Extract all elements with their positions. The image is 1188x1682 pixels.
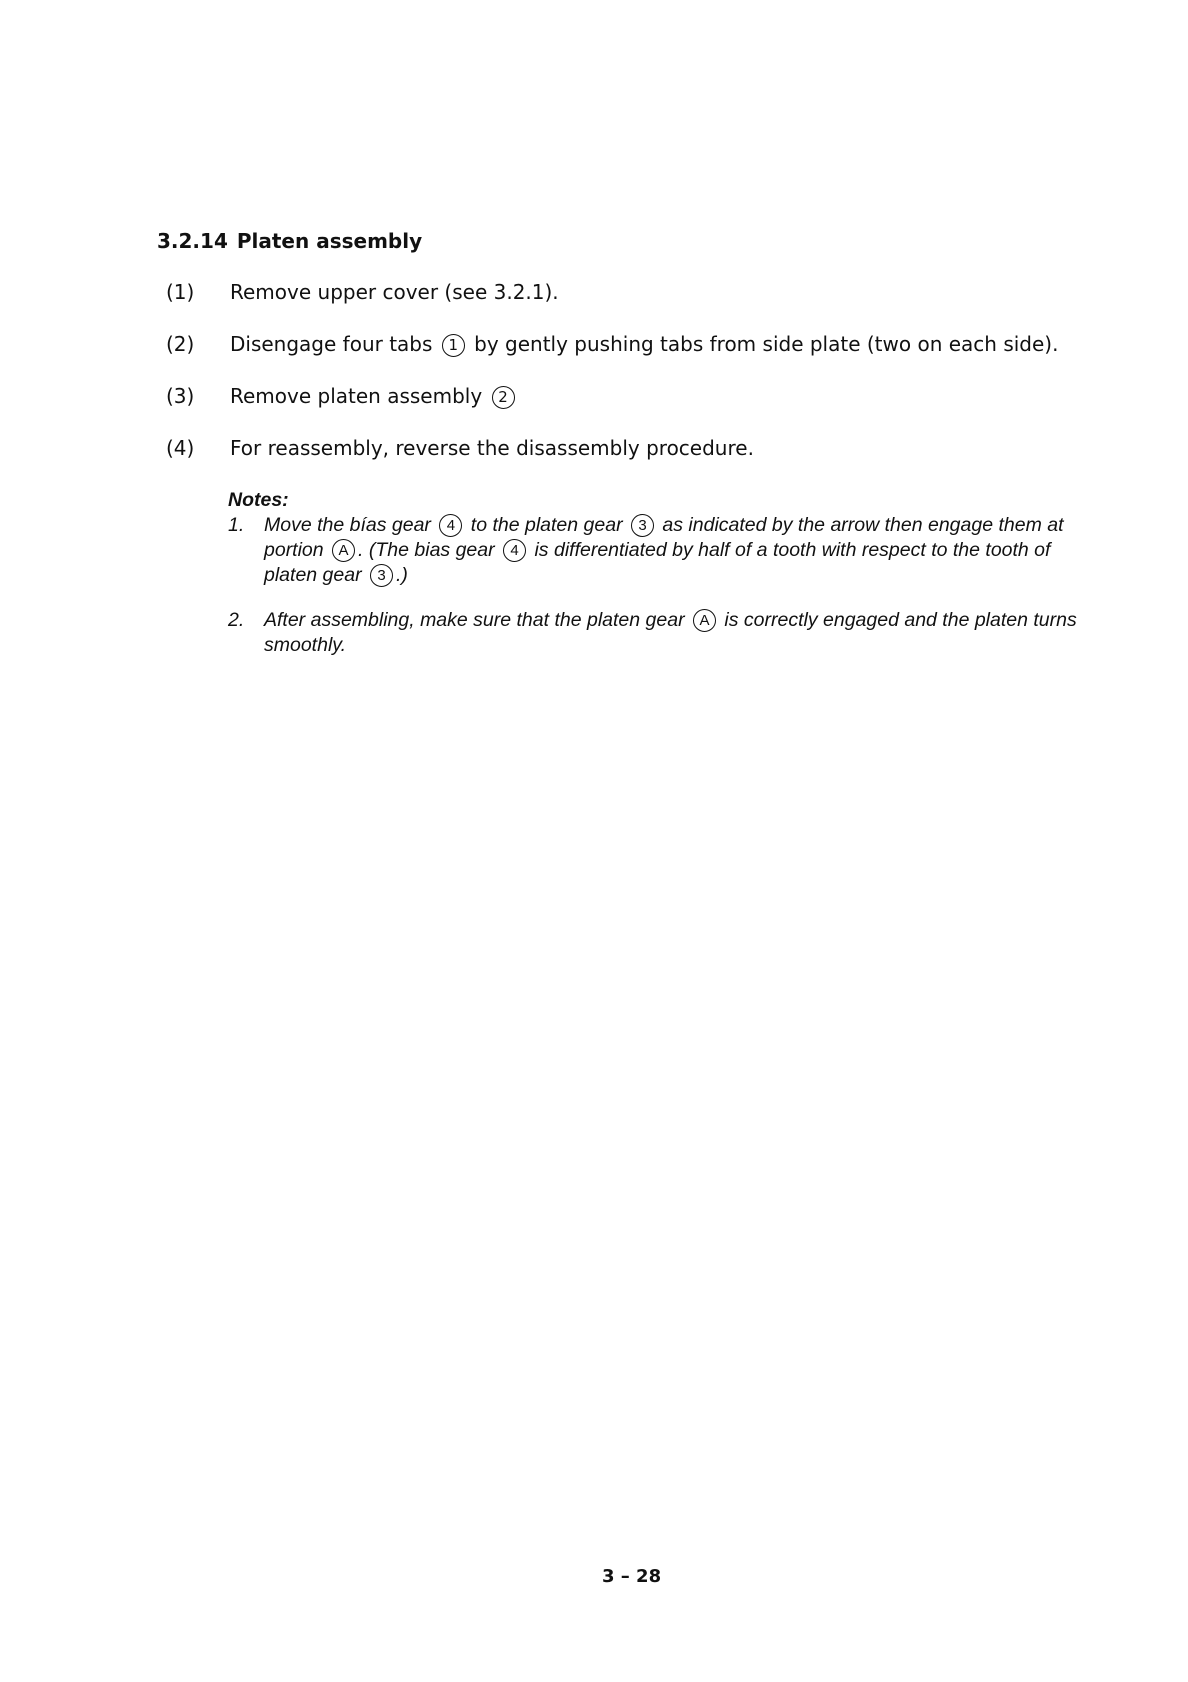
step-text [230, 436, 754, 460]
note-text-part: .) [396, 564, 408, 586]
note-text [264, 608, 1108, 658]
note-text [264, 513, 1108, 588]
note-text-part: After assembling, make sure that the platen gear [264, 609, 685, 631]
section-heading [157, 229, 422, 253]
step-3 [166, 384, 1106, 410]
note-1 [228, 513, 1108, 588]
circled-2-icon: 2 [492, 386, 515, 409]
step-number: (3) [166, 384, 195, 408]
section-title: Platen assembly [236, 229, 423, 253]
circled-4-icon: 4 [503, 539, 526, 562]
step-text-part: Remove upper cover (see 3.2.1). [230, 280, 559, 304]
step-1 [166, 280, 1106, 306]
circled-3-icon: 3 [370, 564, 393, 587]
step-text-part: Remove platen assembly [230, 384, 483, 408]
step-text [230, 332, 1058, 357]
note-text-part: as indicated by the arrow then engage them at portion [264, 514, 1064, 561]
circled-a-icon: A [332, 539, 355, 562]
circled-1-icon: 1 [442, 334, 465, 357]
note-text-part: Move the bías gear [264, 514, 431, 536]
circled-4-icon: 4 [439, 514, 462, 537]
circled-a-icon: A [693, 609, 716, 632]
step-number: (2) [166, 332, 195, 356]
step-number: (1) [166, 280, 195, 304]
step-4 [166, 436, 1106, 462]
note-2 [228, 608, 1108, 658]
page-number: 3 – 28 [602, 1566, 662, 1587]
note-text-part: is differentiated by half of a tooth with respect to the tooth of platen gear [264, 539, 1051, 586]
note-number: 1. [228, 514, 245, 536]
procedure-steps [166, 280, 1106, 488]
note-text-part: . (The bias gear [358, 539, 495, 561]
circled-3-icon: 3 [631, 514, 654, 537]
step-text [230, 384, 518, 409]
note-number: 2. [228, 609, 245, 631]
step-text-part: Disengage four tabs [230, 332, 433, 356]
step-2 [166, 332, 1106, 358]
step-text-part: by gently pushing tabs from side plate (two on each side). [474, 332, 1059, 356]
note-text-part: is correctly engaged and the platen turns smoothly. [264, 609, 1077, 656]
section-number: 3.2.14 [157, 229, 228, 253]
step-text [230, 280, 559, 304]
notes-block [228, 488, 1108, 678]
step-text-part: For reassembly, reverse the disassembly procedure. [230, 436, 754, 460]
notes-title: Notes: [228, 489, 289, 511]
note-text-part: to the platen gear [470, 514, 623, 536]
step-number: (4) [166, 436, 195, 460]
